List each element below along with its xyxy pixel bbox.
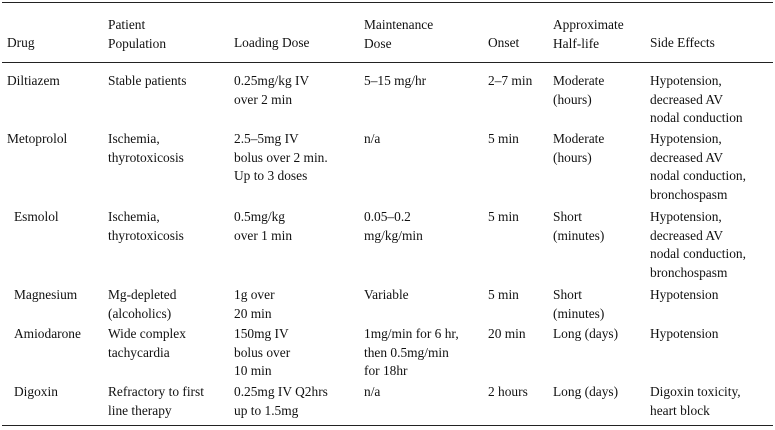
table-row-drug: Metoprolol [7,131,68,146]
table-row-loading-dose: 1g over 20 min [234,287,275,321]
table-row-maintenance-dose: 0.05–0.2 mg/kg/min [364,209,423,243]
table-row-loading-dose: 150mg IV bolus over 10 min [234,326,291,378]
table-row-maintenance-dose: n/a [364,131,381,146]
table-row-population: Mg-depleted (alcoholics) [108,287,177,321]
table-row-side-effects: Hypotension, decreased AV nodal conduction, bronchospasm [650,131,746,202]
header-onset: Onset [488,35,520,50]
header-half-life: Approximate Half-life [553,17,624,51]
table-row-onset: 2 hours [488,384,528,399]
table-row-half-life: Long (days) [553,384,619,399]
table-row-onset: 2–7 min [488,73,533,88]
table-bottom-rule [2,425,773,426]
table-row-side-effects: Hypotension [650,326,719,341]
table-row-side-effects: Hypotension, decreased AV nodal conduction [650,73,743,125]
table-row-onset: 20 min [488,326,526,341]
table-row-onset: 5 min [488,131,519,146]
header-maintenance-dose: Maintenance Dose [364,17,434,51]
table-row-population: Ischemia, thyrotoxicosis [108,131,184,165]
table-row-population: Refractory to first line therapy [108,384,204,418]
header-patient-population: Patient Population [108,17,167,51]
table-row-side-effects: Hypotension, decreased AV nodal conduction, bronchospasm [650,209,746,280]
table-row-loading-dose: 0.5mg/kg over 1 min [234,209,293,243]
table-row-drug: Digoxin [14,384,58,399]
table-row-loading-dose: 0.25mg IV Q2hrs up to 1.5mg [234,384,328,418]
table-row-drug: Amiodarone [14,326,81,341]
header-drug: Drug [7,35,35,50]
header-side-effects: Side Effects [650,35,715,50]
table-row-maintenance-dose: 1mg/min for 6 hr, then 0.5mg/min for 18hr [364,326,459,378]
table-row-side-effects: Digoxin toxicity, heart block [650,384,741,418]
table-row-drug: Magnesium [14,287,78,302]
table-row-onset: 5 min [488,209,519,224]
table-row-drug: Diltiazem [7,73,60,88]
table-row-onset: 5 min [488,287,519,302]
table-row-side-effects: Hypotension [650,287,719,302]
table-row-loading-dose: 2.5–5mg IV bolus over 2 min. Up to 3 doses [234,131,328,183]
table-row-population: Stable patients [108,73,187,88]
table-row-half-life: Moderate (hours) [553,73,605,107]
table-top-rule [2,2,773,3]
table-header-rule [2,62,773,63]
table-row-maintenance-dose: Variable [364,287,409,302]
table-row-half-life: Moderate (hours) [553,131,605,165]
table-row-maintenance-dose: 5–15 mg/hr [364,73,427,88]
table-row-population: Ischemia, thyrotoxicosis [108,209,184,243]
table-row-half-life: Long (days) [553,326,619,341]
table-row-half-life: Short (minutes) [553,287,605,321]
table-row-drug: Esmolol [14,209,59,224]
table-row-maintenance-dose: n/a [364,384,381,399]
table-row-half-life: Short (minutes) [553,209,605,243]
table-row-population: Wide complex tachycardia [108,326,186,360]
header-loading-dose: Loading Dose [234,35,310,50]
table-row-loading-dose: 0.25mg/kg IV over 2 min [234,73,310,107]
